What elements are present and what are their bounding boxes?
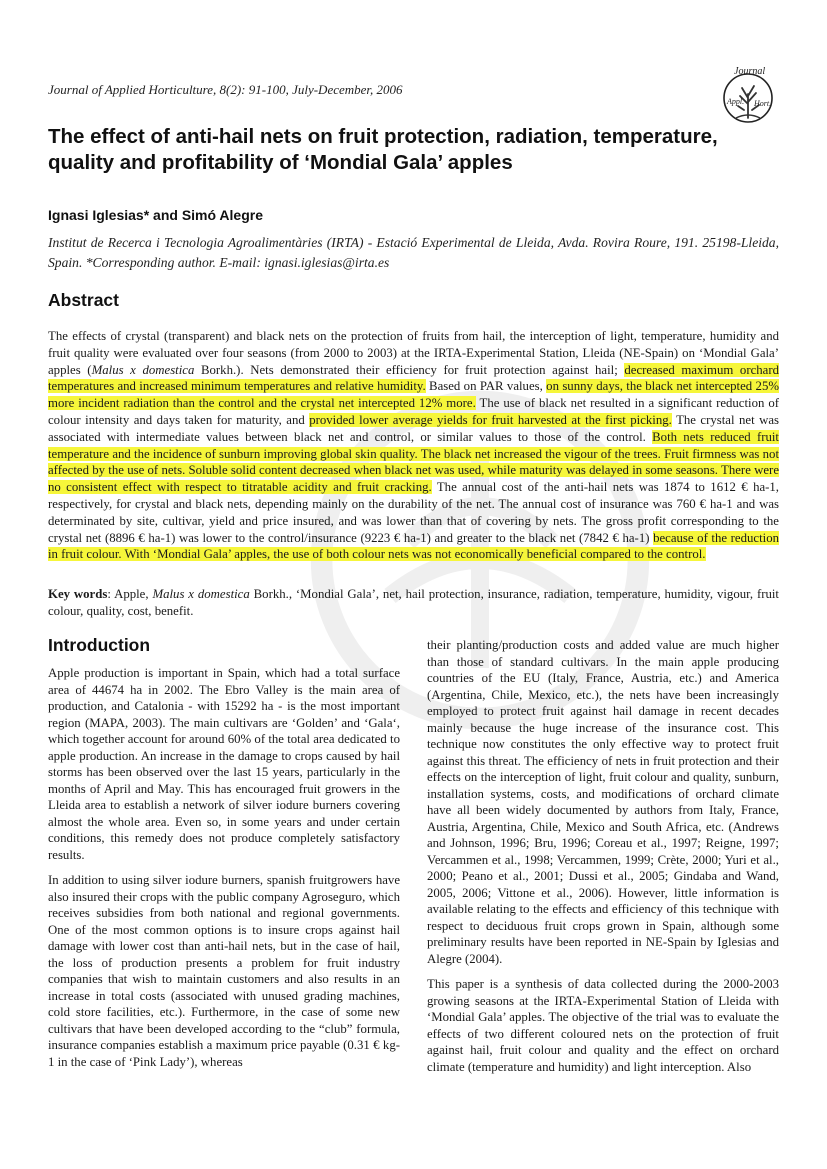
journal-citation: Journal of Applied Horticulture, 8(2): 91-100, July-December, 2006 bbox=[48, 82, 403, 97]
journal-logo-icon bbox=[712, 60, 780, 128]
intro-paragraph: their planting/production costs and added value are much higher than those of standard cultivars. In the main apple producing countries of the EU (Italy, France, Austria, etc.) and America (Argentina, Chile, Mexico, etc.), the nets have been increasingly employed to protect fruit against hail damage in recent decades mainly because the huge increase of the insurance cost. This technique now constitutes the only effective way to protect fruit against this threat. The efficiency of nets in fruit protection and their effects on the interception of light, fruit colour and quality, sunburn, installation systems, costs, and modifications of orchard climate have all been widely documented by authors from Italy, France, Austria, Argentina, Chile, Mexico and South Africa, etc. (Andrews and Johnson, 1996; Bru, 1996; Coreau et al., 1997; Reigne, 1997; Vercammen et al., 1998; Vercammen, 1999; Crète, 2000; Yuri et al., 2000; Peano et al., 2001; Dussi et al., 2005; Gindaba and Wand, 2005, 2006; Vittone et al., 2006). However, little information is available relating to the effects and efficiency of this technique with respect to deciduous fruit crops grown in Spain, although some preliminary results have been reported in NE-Spain by Iglesias and Alegre (2004). bbox=[427, 638, 779, 966]
abstract-text: The crystal net was associated with intermediate values between black net and control, or similar values to those of the control. bbox=[48, 412, 779, 444]
keywords-label: Key words bbox=[48, 587, 108, 601]
intro-paragraph: This paper is a synthesis of data collected during the 2000-2003 growing seasons at the IRTA-Experimental Station of Lleida with ‘Mondial Gala’ apples. The objective of the trial was to evaluate the effects of two different coloured nets on the protection of fruit against hail, fruit colour and quality and the effect on orchard climate (temperature and humidity) and light interception. Also bbox=[427, 977, 779, 1074]
logo-left-text: Appl. bbox=[727, 97, 745, 106]
logo-top-text: Journal bbox=[734, 66, 766, 77]
species-name: Malus x domestica bbox=[91, 362, 195, 377]
abstract-text: The annual cost of the anti-hail nets was 1874 to 1612 € ha-1, respectively, for crystal and black nets, depending mainly on the durability of the net. The annual cost of insurance was 760 € ha-1 and was determinated by site, cultivar, yield and price insured, and was lower than that of covering by nets. The gross profit corresponding to the crystal net (8896 € ha-1) was lower to the control/insurance (9223 € ha-1) and greater to the black net (7842 € ha-1) bbox=[48, 480, 780, 545]
intro-paragraph: In addition to using silver iodure burners, spanish fruitgrowers have also insured their crops with the public company Agroseguro, which receives subsidies from both national and regional governments. One of the most common options is to insure crops against hail damage with lower cost than anti-hail nets, but in the case of hail, the loss of production presents a problem for fruit industry companies that wish to maintain customers and also results in an increase in total costs (associated with unused grading machines, cold store facilities, etc.). Furthermore, in the case of some new cultivars that have been developed according to the “club” formula, insurance companies establish a maximum price payable (0.31 € kg-1 in the case of ‘Pink Lady’), whereas bbox=[48, 873, 400, 1069]
author-affiliation bbox=[48, 233, 779, 273]
abstract-text: Borkh.). Nets demonstrated their efficiency for fruit protection against hail; bbox=[194, 362, 625, 377]
introduction-heading: Introduction bbox=[48, 635, 151, 655]
abstract-body bbox=[48, 328, 779, 563]
keywords bbox=[48, 586, 779, 620]
logo-right-text: Hort. bbox=[754, 99, 772, 108]
highlighted-text[interactable]: on sunny days, the black net intercepted 25% more incident radiation than the control and the crystal net intercepted 12% more. bbox=[48, 379, 780, 411]
intro-paragraph: Apple production is important in Spain, which had a total surface area of 44674 ha in 2002. The Ebro Valley is the main area of production, and Catalonia - with 15292 ha - is the most important region (MAPA, 2003). The main cultivars are ‘Golden’ and ‘Gala‘, which together account for around 60% of the total area dedicated to apple production. An increase in the damage to crops caused by hail storms has been observed over the last 15 years, particularly in the months of April and May. This has encouraged fruit growers in the Lleida area to establish a network of silver iodure burners covering almost the whole area. Even so, in some years and under certain conditions, this remedy does not produce completely satisfactory results. bbox=[48, 666, 400, 862]
affiliation-text: Institut de Recerca i Tecnologia Agroalimentàries (IRTA) - Estació Experimental de Lleida, Avda. Rovira Roure, 191. 25198-Lleida, Spain. *Corresponding author. E-mail: bbox=[48, 235, 779, 270]
highlighted-text[interactable]: because of the reduction in fruit colour. With ‘Mondial Gala’ apples, the use of both colour nets was not economically beneficial compared to the control. bbox=[48, 530, 779, 562]
highlighted-text[interactable]: Both nets reduced fruit temperature and the incidence of sunburn improving global skin quality. The black net increased the vigour of the trees. Fruit firmness was not affected by the use of nets. Soluble solid content decreased when black net was used, while maturity was delayed in some seasons. There were no consistent effect with respect to titratable acidity and fruit cracking. bbox=[48, 429, 779, 495]
highlighted-text[interactable]: provided lower average yields for fruit harvested at the first picking. bbox=[309, 412, 672, 427]
abstract-heading: Abstract bbox=[48, 290, 119, 310]
abstract-text: The use of black net resulted in a significant reduction of colour intensity and days taken for maturity, and bbox=[48, 396, 779, 427]
author-email[interactable]: ignasi.iglesias@irta.es bbox=[264, 255, 390, 270]
paper-title: The effect of anti-hail nets on fruit protection, radiation, temperature, quality and profitability of ‘Mondial Gala’ apples bbox=[48, 125, 718, 174]
keywords-text: : Apple, bbox=[107, 587, 153, 601]
abstract-text: The effects of crystal (transparent) and black nets on the protection of fruits from hail, the interception of light, temperature, humidity and fruit quality were evaluated over four seasons (from 2000 to 2003) at the IRTA-Experimental Station, Lleida (NE-Spain) on ‘Mondial Gala’ apples ( bbox=[48, 329, 779, 377]
abstract-text: Based on PAR values, bbox=[425, 379, 547, 394]
highlighted-text[interactable]: decreased maximum orchard temperatures and increased minimum temperatures and relative humidity. bbox=[48, 362, 780, 394]
intro-right-column bbox=[427, 637, 779, 1084]
intro-left-column bbox=[48, 665, 400, 1079]
author-list: Ignasi Iglesias* and Simó Alegre bbox=[48, 207, 263, 223]
keywords-text: Borkh., ‘Mondial Gala’, net, hail protection, insurance, radiation, temperature, humidity, vigour, fruit colour, quality, cost, benefit. bbox=[48, 587, 779, 618]
species-name: Malus x domestica bbox=[152, 587, 250, 601]
